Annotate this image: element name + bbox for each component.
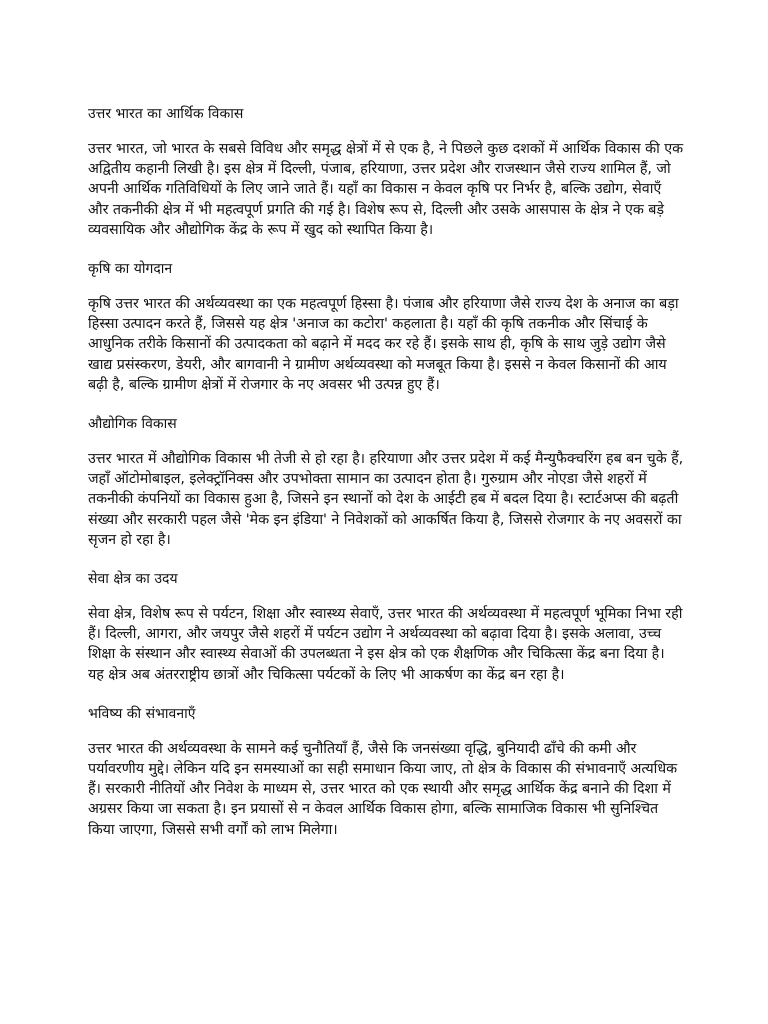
section-heading-services: सेवा क्षेत्र का उदय bbox=[88, 571, 178, 588]
section-paragraph-agriculture: कृषि उत्तर भारत की अर्थव्यवस्था का एक महत्वपूर्ण हिस्सा है। पंजाब और हरियाणा जैसे राज्य देश के अनाज का बड़ा हिस्सा उत्पादन करते हैं, जिससे यह क्षेत्र 'अनाज का कटोरा' कहलाता है। यहाँ की कृषि तकनीक और सिंचाई के आधुनिक तरीके किसानों की उत्पादकता को बढ़ाने में मदद कर रहे हैं। इसके साथ ही, कृषि के साथ जुड़े उद्योग जैसे खाद्य प्रसंस्करण, डेयरी, और बागवानी ने ग्रामीण अर्थव्यवस्था को मजबूत किया है। इससे न केवल किसानों की आय बढ़ी है, बल्कि ग्रामीण क्षेत्रों में रोजगार के नए अवसर भी उत्पन्न हुए हैं। bbox=[88, 296, 679, 393]
document-page bbox=[88, 104, 684, 859]
section-paragraph-future: उत्तर भारत की अर्थव्यवस्था के सामने कई चुनौतियाँ हैं, जैसे कि जनसंख्या वृद्धि, बुनियादी ढाँचे की कमी और पर्यावरणीय मुद्दे। लेकिन यदि इन समस्याओं का सही समाधान किया जाए, तो क्षेत्र के विकास की संभावनाएँ अत्यधिक हैं। सरकारी नीतियों और निवेश के माध्यम से, उत्तर भारत को एक स्थायी और समृद्ध आर्थिक केंद्र बनाने की दिशा में अग्रसर किया जा सकता है। इन प्रयासों से न केवल आर्थिक विकास होगा, बल्कि सामाजिक विकास भी सुनिश्चित किया जाएगा, जिससे सभी वर्गों को लाभ मिलेगा। bbox=[88, 740, 678, 838]
section-paragraph-industrial: उत्तर भारत में औद्योगिक विकास भी तेजी से हो रहा है। हरियाणा और उत्तर प्रदेश में कई मैन्युफैक्चरिंग हब बन चुके हैं, जहाँ ऑटोमोबाइल, इलेक्ट्रॉनिक्स और उपभोक्ता सामान का उत्पादन होता है। गुरुग्राम और नोएडा जैसे शहरों में तकनीकी कंपनियों का विकास हुआ है, जिसने इन स्थानों को देश के आईटी हब में बदल दिया है। स्टार्टअप्स की बढ़ती संख्या और सरकारी पहल जैसे 'मेक इन इंडिया' ने निवेशकों को आकर्षित किया है, जिससे रोजगार के नए अवसरों का सृजन हो रहा है। bbox=[88, 451, 684, 548]
document-title: उत्तर भारत का आर्थिक विकास bbox=[88, 106, 244, 122]
section-heading-agriculture: कृषि का योगदान bbox=[88, 261, 173, 278]
section-heading-industrial: औद्योगिक विकास bbox=[88, 416, 177, 433]
section-paragraph-services: सेवा क्षेत्र, विशेष रूप से पर्यटन, शिक्षा और स्वास्थ्य सेवाएँ, उत्तर भारत की अर्थव्यवस्था में महत्वपूर्ण भूमिका निभा रही हैं। दिल्ली, आगरा, और जयपुर जैसे शहरों में पर्यटन उद्योग ने अर्थव्यवस्था को बढ़ावा दिया है। इसके अलावा, उच्च शिक्षा के संस्थान और स्वास्थ्य सेवाओं की उपलब्धता ने इस क्षेत्र को एक शैक्षणिक और चिकित्सा केंद्र बना दिया है। यह क्षेत्र अब अंतरराष्ट्रीय छात्रों और चिकित्सा पर्यटकों के लिए भी आकर्षण का केंद्र बन रहा है। bbox=[88, 606, 683, 683]
intro-paragraph: उत्तर भारत, जो भारत के सबसे विविध और समृद्ध क्षेत्रों में से एक है, ने पिछले कुछ दशकों में आर्थिक विकास की एक अद्वितीय कहानी लिखी है। इस क्षेत्र में दिल्ली, पंजाब, हरियाणा, उत्तर प्रदेश और राजस्थान जैसे राज्य शामिल हैं, जो अपनी आर्थिक गतिविधियों के लिए जाने जाते हैं। यहाँ का विकास न केवल कृषि पर निर्भर है, बल्कि उद्योग, सेवाएँ और तकनीकी क्षेत्र में भी महत्वपूर्ण प्रगति की गई है। विशेष रूप से, दिल्ली और उसके आसपास के क्षेत्र ने एक बड़े व्यवसायिक और औद्योगिक केंद्र के रूप में खुद को स्थापित किया है। bbox=[88, 141, 684, 238]
section-heading-future: भविष्य की संभावनाएँ bbox=[88, 705, 196, 722]
